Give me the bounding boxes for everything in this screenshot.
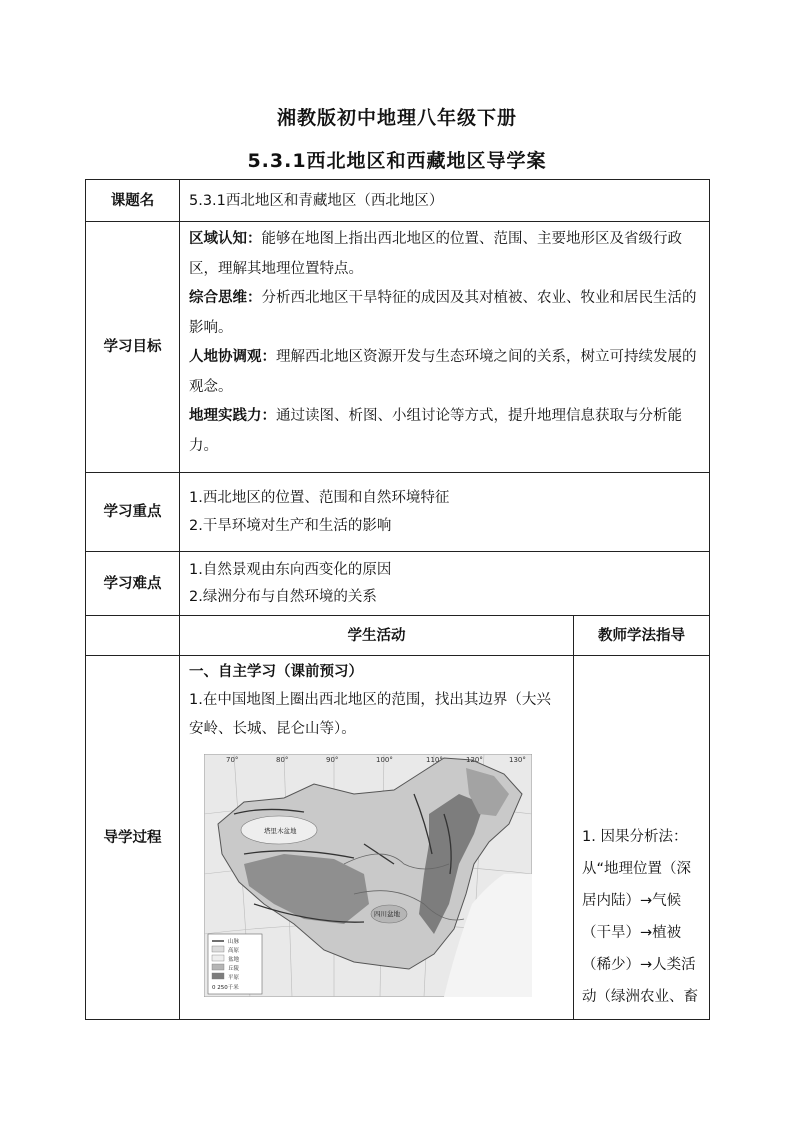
difficulties-row bbox=[86, 552, 710, 616]
legend-label: 平原 bbox=[228, 975, 240, 981]
key-points-row bbox=[86, 473, 710, 552]
goals-label: 学习目标 bbox=[86, 222, 180, 473]
goal-item: 区域认知：能够在地图上指出西北地区的位置、范围、主要地形区及省级行政区，理解其地理位置特点。 bbox=[189, 231, 682, 277]
key-point-item: 2.干旱环境对生产和生活的影响 bbox=[189, 518, 392, 534]
legend-label: 山脉 bbox=[228, 939, 240, 945]
topic-label: 课题名 bbox=[86, 180, 180, 222]
lon-label: 100° bbox=[376, 756, 393, 764]
teacher-guide-header: 教师学法指导 bbox=[574, 616, 710, 656]
key-points-list bbox=[180, 480, 709, 544]
goal-item: 人地协调观：理解西北地区资源开发与生态环境之间的关系，树立可持续发展的观念。 bbox=[189, 349, 697, 395]
lon-label: 110° bbox=[426, 756, 443, 764]
lon-label: 80° bbox=[276, 756, 289, 764]
document-subtitle: 5.3.1西北地区和西藏地区导学案 bbox=[247, 150, 547, 172]
basin-label: 塔里木盆地 bbox=[264, 827, 297, 835]
map-legend bbox=[208, 934, 262, 994]
goals-list bbox=[180, 222, 709, 465]
process-row bbox=[86, 656, 710, 1020]
process-label: 导学过程 bbox=[86, 656, 180, 1020]
legend-label: 盆地 bbox=[228, 957, 240, 963]
key-point-item: 1.西北地区的位置、范围和自然环境特征 bbox=[189, 490, 450, 506]
lesson-plan-table bbox=[85, 179, 710, 1020]
document-title: 湘教版初中地理八年级下册 bbox=[276, 107, 517, 129]
difficulty-item: 1.自然景观由东向西变化的原因 bbox=[189, 561, 392, 578]
lon-label: 130° bbox=[509, 756, 526, 764]
map-image bbox=[204, 754, 532, 997]
legend-label: 丘陵 bbox=[228, 966, 240, 972]
difficulties-label: 学习难点 bbox=[86, 552, 180, 616]
lon-label: 70° bbox=[226, 756, 239, 764]
lon-label: 90° bbox=[326, 756, 339, 764]
goal-item: 综合思维：分析西北地区干旱特征的成因及其对植被、农业、牧业和居民生活的影响。 bbox=[189, 290, 697, 336]
goal-item: 地理实践力：通过读图、析图、小组讨论等方式，提升地理信息获取与分析能力。 bbox=[189, 408, 682, 454]
difficulties-list bbox=[180, 553, 709, 615]
key-points-label: 学习重点 bbox=[86, 473, 180, 552]
topic-value: 5.3.1西北地区和青藏地区（西北地区） bbox=[189, 192, 444, 209]
student-activity-header: 学生活动 bbox=[180, 616, 574, 656]
difficulty-item: 2.绿洲分布与自然环境的关系 bbox=[189, 588, 377, 605]
goals-row bbox=[86, 222, 710, 473]
sichuan-basin-label: 四川盆地 bbox=[374, 910, 400, 918]
topic-row bbox=[86, 180, 710, 222]
china-terrain-map bbox=[204, 754, 532, 997]
teacher-guide-text: 1. 因果分析法：从“地理位置（深居内陆）→气候（干旱）→植被（稀少）→人类活动（绿洲农业、畜 bbox=[582, 829, 698, 1005]
legend-label: 高原 bbox=[228, 948, 240, 954]
activity-header-row bbox=[86, 616, 710, 656]
lon-label: 120° bbox=[466, 756, 483, 764]
task-item: 1.在中国地图上圈出西北地区的范围，找出其边界（大兴安岭、长城、昆仑山等）。 bbox=[189, 692, 551, 737]
section-title: 一、自主学习（课前预习） bbox=[189, 664, 363, 680]
map-scale: 0 250千米 bbox=[212, 985, 239, 991]
